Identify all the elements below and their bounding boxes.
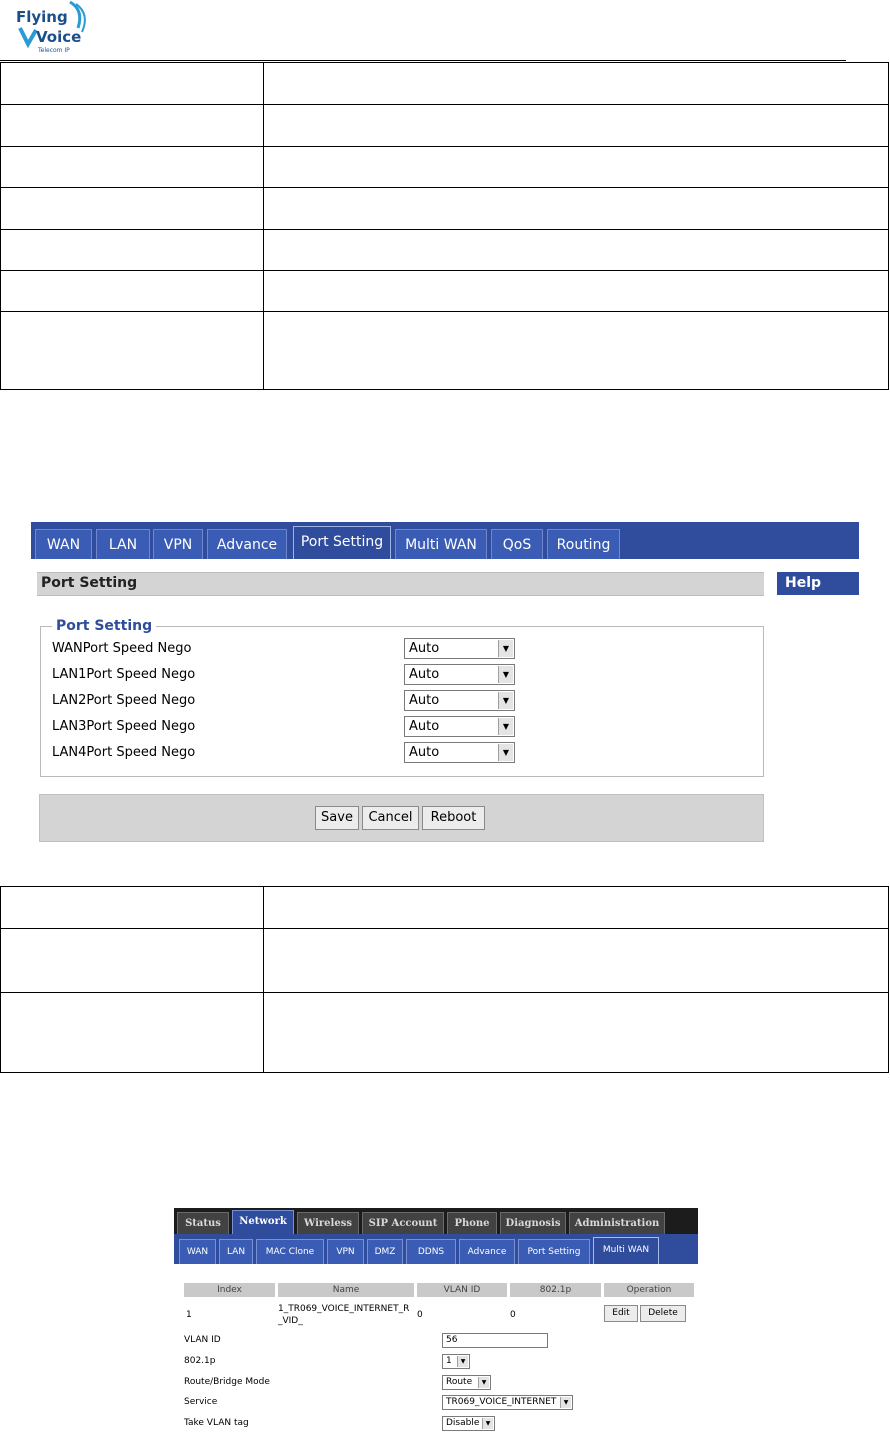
vlan-id-label: VLAN ID (184, 1335, 221, 1345)
column-header-name: Name (278, 1283, 414, 1297)
nav-sip-account[interactable]: SIP Account (362, 1212, 444, 1234)
select-value: TR069_VOICE_INTERNET (446, 1397, 557, 1407)
nav-status[interactable]: Status (177, 1212, 229, 1234)
section-title-bar (37, 572, 764, 596)
save-button[interactable]: Save (315, 806, 359, 830)
table-row (1, 188, 889, 230)
lan3-port-speed-label: LAN3Port Speed Nego (52, 719, 196, 734)
select-value: Auto (409, 641, 440, 656)
table-row (1, 147, 889, 188)
network-sub-nav (174, 1234, 698, 1264)
flying-voice-logo (14, 0, 94, 58)
help-label: Help (785, 575, 822, 591)
take-vlan-tag-label: Take VLAN tag (184, 1418, 249, 1428)
select-value: Auto (409, 693, 440, 708)
lan2-port-speed-select[interactable] (404, 690, 515, 711)
table-row (1, 312, 889, 390)
row-vlan-id: 0 (417, 1310, 423, 1320)
dropdown-arrow-icon: ▼ (478, 1377, 489, 1388)
logo-tagline: Telecom IP (38, 47, 70, 54)
tab-port-setting[interactable]: Port Setting (293, 526, 391, 559)
subtab-port-setting[interactable]: Port Setting (518, 1239, 590, 1264)
dropdown-arrow-icon: ▼ (498, 692, 513, 709)
tab-multi-wan[interactable]: Multi WAN (395, 529, 487, 559)
service-label: Service (184, 1397, 218, 1407)
edit-button[interactable]: Edit (604, 1305, 638, 1322)
service-select[interactable] (442, 1395, 573, 1410)
subtab-dmz[interactable]: DMZ (367, 1239, 403, 1264)
select-value: Route (446, 1377, 473, 1387)
table-row (1, 271, 889, 312)
8021p-select[interactable] (442, 1354, 470, 1369)
row-8021p: 0 (510, 1310, 516, 1320)
nav-phone[interactable]: Phone (447, 1212, 497, 1234)
tab-advance[interactable]: Advance (207, 529, 287, 559)
tab-vpn[interactable]: VPN (153, 529, 203, 559)
tab-routing[interactable]: Routing (547, 529, 620, 559)
column-header-operation: Operation (604, 1283, 694, 1297)
select-value: Auto (409, 745, 440, 760)
subtab-wan[interactable]: WAN (179, 1239, 216, 1264)
row-name-line1: 1_TR069_VOICE_INTERNET_R (278, 1304, 410, 1314)
delete-button[interactable]: Delete (640, 1305, 686, 1322)
nav-administration[interactable]: Administration (569, 1212, 665, 1234)
logo-line1: Flying (16, 8, 68, 26)
row-name-line2: _VID_ (278, 1316, 303, 1326)
lan1-port-speed-label: LAN1Port Speed Nego (52, 667, 196, 682)
wan-port-speed-select[interactable] (404, 638, 515, 659)
nav-wireless[interactable]: Wireless (297, 1212, 359, 1234)
fieldset-legend: Port Setting (52, 618, 156, 634)
row-index: 1 (186, 1310, 192, 1320)
dropdown-arrow-icon: ▼ (498, 744, 513, 761)
nav-diagnosis[interactable]: Diagnosis (500, 1212, 566, 1234)
help-panel-header (777, 572, 859, 595)
dropdown-arrow-icon: ▼ (498, 640, 513, 657)
dropdown-arrow-icon: ▼ (482, 1418, 493, 1429)
lan3-port-speed-select[interactable] (404, 716, 515, 737)
port-setting-tab-bar (31, 522, 859, 559)
route-bridge-mode-select[interactable] (442, 1375, 491, 1390)
table-row (1, 887, 889, 929)
dropdown-arrow-icon: ▼ (498, 718, 513, 735)
table-row (1, 105, 889, 147)
column-header-8021p: 802.1p (510, 1283, 601, 1297)
doc-table-1 (0, 62, 889, 390)
select-value: Disable (446, 1418, 480, 1428)
lan4-port-speed-select[interactable] (404, 742, 515, 763)
cancel-button[interactable]: Cancel (362, 806, 419, 830)
vlan-id-input[interactable]: 56 (442, 1333, 548, 1348)
dropdown-arrow-icon: ▼ (560, 1397, 571, 1408)
table-row (1, 929, 889, 993)
logo-line2: Voice (36, 28, 82, 46)
8021p-label: 802.1p (184, 1356, 216, 1366)
reboot-button[interactable]: Reboot (422, 806, 485, 830)
dropdown-arrow-icon: ▼ (498, 666, 513, 683)
table-row (1, 993, 889, 1073)
section-title: Port Setting (41, 575, 138, 591)
select-value: Auto (409, 719, 440, 734)
lan2-port-speed-label: LAN2Port Speed Nego (52, 693, 196, 708)
subtab-ddns[interactable]: DDNS (406, 1239, 456, 1264)
subtab-vpn[interactable]: VPN (327, 1239, 364, 1264)
subtab-multi-wan[interactable]: Multi WAN (593, 1237, 659, 1264)
tab-qos[interactable]: QoS (491, 529, 543, 559)
select-value: Auto (409, 667, 440, 682)
select-value: 1 (446, 1356, 452, 1366)
subtab-lan[interactable]: LAN (219, 1239, 253, 1264)
dropdown-arrow-icon: ▼ (457, 1356, 468, 1367)
main-nav-bar (174, 1208, 698, 1234)
lan4-port-speed-label: LAN4Port Speed Nego (52, 745, 196, 760)
subtab-mac-clone[interactable]: MAC Clone (256, 1239, 324, 1264)
nav-network[interactable]: Network (232, 1210, 294, 1234)
doc-table-2 (0, 886, 889, 1073)
tab-wan[interactable]: WAN (35, 529, 92, 559)
column-header-index: Index (184, 1283, 275, 1297)
route-bridge-mode-label: Route/Bridge Mode (184, 1377, 270, 1387)
column-header-vlan-id: VLAN ID (417, 1283, 507, 1297)
subtab-advance[interactable]: Advance (459, 1239, 515, 1264)
take-vlan-tag-select[interactable] (442, 1416, 495, 1431)
table-row (1, 63, 889, 105)
lan1-port-speed-select[interactable] (404, 664, 515, 685)
wan-port-speed-label: WANPort Speed Nego (52, 641, 192, 656)
header-rule (0, 60, 846, 61)
table-row (1, 230, 889, 271)
tab-lan[interactable]: LAN (96, 529, 150, 559)
